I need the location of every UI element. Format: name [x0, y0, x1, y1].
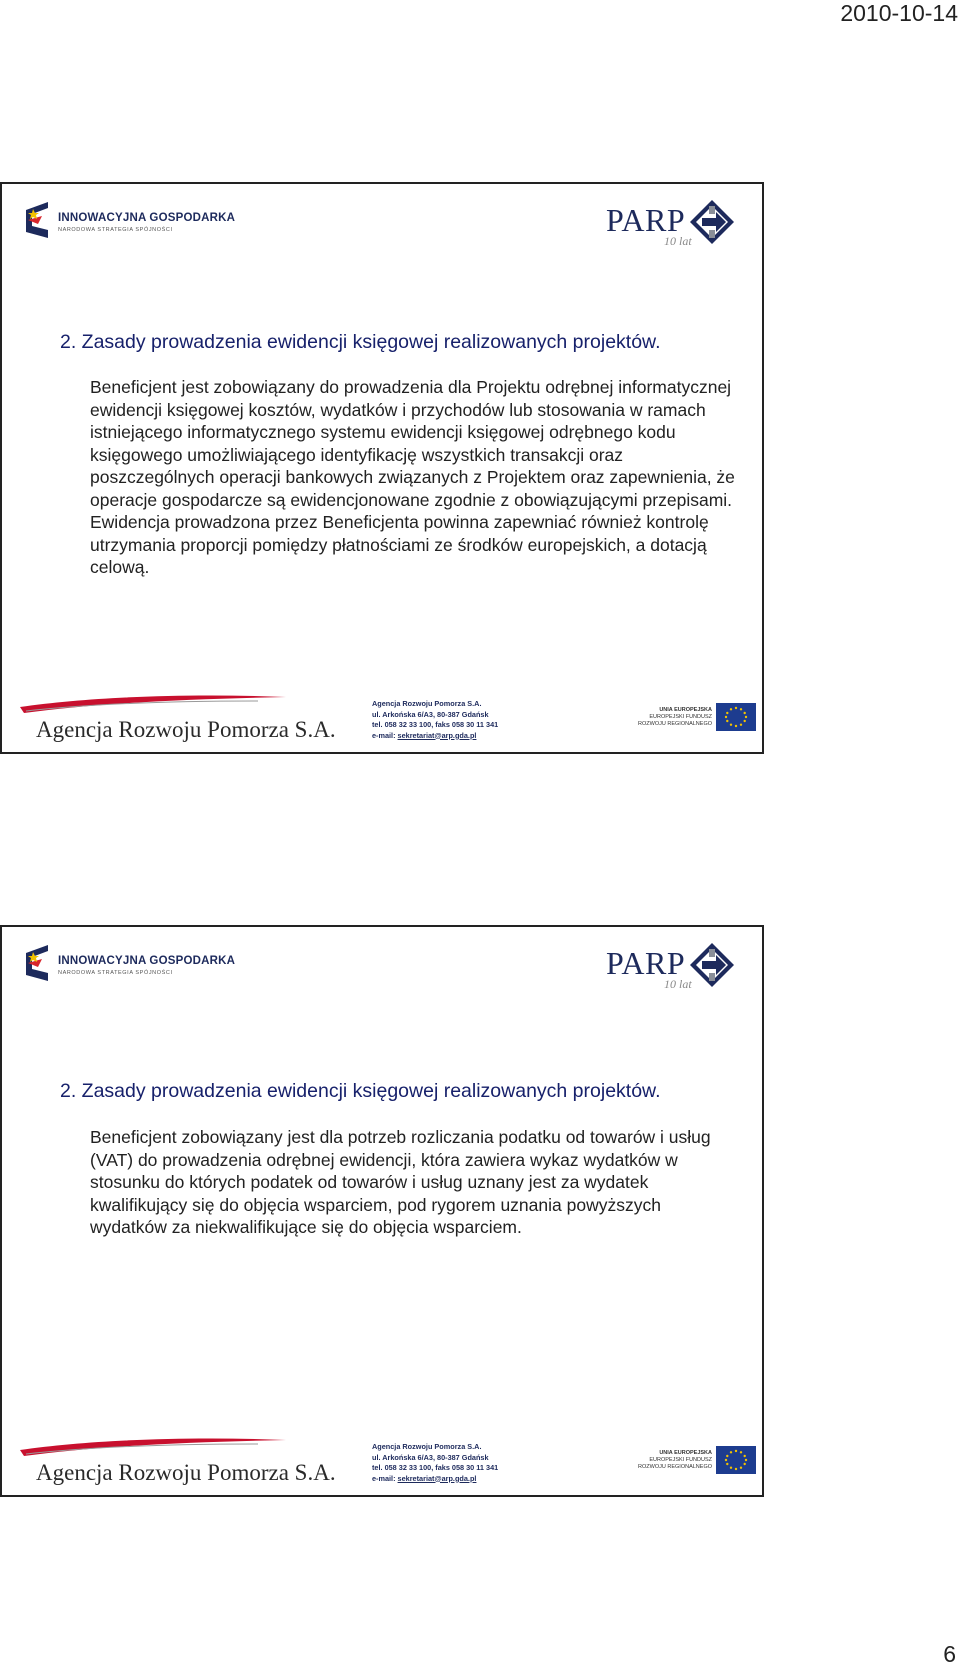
parp-arrows-icon	[688, 941, 736, 989]
page-date: 2010-10-14	[840, 0, 958, 26]
contact-block	[372, 699, 498, 741]
slide-heading: 2. Zasady prowadzenia ewidencji księgowej realizowanych projektów.	[60, 331, 661, 353]
eu-fund-region: ROZWOJU REGIONALNEGO	[638, 1464, 712, 1470]
innowacyjna-gospodarka-subtitle: NARODOWA STRATEGIA SPÓJNOŚCI	[58, 227, 173, 233]
eu-title: UNIA EUROPEJSKA	[659, 1450, 712, 1456]
contact-email-row	[372, 1474, 498, 1485]
arp-swoosh-icon	[18, 1432, 288, 1462]
parp-title: PARP	[606, 945, 686, 981]
contact-block	[372, 1442, 498, 1484]
page-number: 6	[943, 1641, 956, 1667]
arp-name: Agencja Rozwoju Pomorza S.A.	[36, 717, 336, 742]
parp-logo	[604, 194, 754, 254]
innowacyjna-gospodarka-emblem-icon	[24, 943, 54, 983]
slide-1	[0, 182, 764, 754]
arp-logo	[18, 1432, 336, 1492]
eu-fund: EUROPEJSKI FUNDUSZ	[649, 1457, 712, 1463]
slide-paragraph: Ewidencja prowadzona przez Beneficjenta powinna zapewniać również kontrolę utrzymania proporcji pomiędzy płatnościami ze środków europejskich, a dotacją celową.	[90, 512, 709, 577]
eu-text	[638, 707, 712, 728]
contact-address: ul. Arkońska 6/A3, 80-387 Gdańsk	[372, 709, 489, 719]
contact-email-label: e-mail:	[372, 730, 398, 740]
arp-swoosh-icon	[18, 689, 288, 719]
arp-logo	[18, 689, 336, 749]
eu-text	[638, 1450, 712, 1471]
slide-paragraph: Beneficjent jest zobowiązany do prowadzenia dla Projektu odrębnej informatycznej ewidencji księgowej kosztów, wydatków i przychodów lub stosowania w ramach istniejącego informatycznego systemu ewidencji księgowej odrębnego kodu księgowego umożliwiającego identyfikację wszystkich transakcji oraz poszczególnych operacji bankowych związanych z Projektem oraz zapewnienia, że operacje gospodarcze są ewidencjonowane zgodnie z obowiązującymi przepisami.	[90, 377, 735, 510]
contact-email-label: e-mail:	[372, 1473, 398, 1483]
contact-email-link[interactable]: sekretariat@arp.gda.pl	[397, 730, 477, 740]
contact-phone: tel. 058 32 33 100, faks 058 30 11 341	[372, 720, 499, 729]
eu-logo	[618, 1446, 760, 1476]
innowacyjna-gospodarka-title: INNOWACYJNA GOSPODARKA	[58, 212, 236, 224]
arp-name: Agencja Rozwoju Pomorza S.A.	[36, 1460, 336, 1485]
parp-logo	[604, 937, 754, 997]
slide-2	[0, 925, 764, 1497]
eu-fund: EUROPEJSKI FUNDUSZ	[649, 714, 712, 720]
contact-phone: tel. 058 32 33 100, faks 058 30 11 341	[372, 1463, 499, 1472]
eu-flag-icon	[716, 703, 756, 731]
parp-arrows-icon	[688, 198, 736, 246]
innowacyjna-gospodarka-logo	[24, 200, 236, 240]
eu-logo	[618, 703, 760, 733]
eu-title: UNIA EUROPEJSKA	[659, 707, 712, 713]
contact-company: Agencja Rozwoju Pomorza S.A.	[372, 699, 482, 708]
parp-subtitle: 10 lat	[664, 234, 692, 248]
contact-address: ul. Arkońska 6/A3, 80-387 Gdańsk	[372, 1452, 489, 1462]
eu-flag-icon	[716, 1446, 756, 1474]
parp-subtitle: 10 lat	[664, 977, 692, 991]
innowacyjna-gospodarka-emblem-icon	[24, 200, 54, 240]
slide-heading: 2. Zasady prowadzenia ewidencji księgowej realizowanych projektów.	[60, 1080, 661, 1102]
innowacyjna-gospodarka-logo	[24, 943, 236, 983]
innowacyjna-gospodarka-subtitle: NARODOWA STRATEGIA SPÓJNOŚCI	[58, 970, 173, 976]
contact-email-link[interactable]: sekretariat@arp.gda.pl	[397, 1473, 477, 1483]
slide-body	[90, 1126, 740, 1239]
slide-body	[90, 376, 740, 579]
parp-title: PARP	[606, 202, 686, 238]
innowacyjna-gospodarka-title: INNOWACYJNA GOSPODARKA	[58, 955, 236, 967]
eu-fund-region: ROZWOJU REGIONALNEGO	[638, 721, 712, 727]
contact-company: Agencja Rozwoju Pomorza S.A.	[372, 1442, 482, 1451]
slide-paragraph: Beneficjent zobowiązany jest dla potrzeb rozliczania podatku od towarów i usług (VAT) do prowadzenia odrębnej ewidencji, która zawiera wykaz wydatków w stosunku do których podatek od towarów i usług uznany jest za wydatek kwalifikujący się do objęcia wsparciem, pod rygorem uznania powyższych wydatków za niekwalifikujące się do objęcia wsparciem.	[90, 1127, 711, 1237]
contact-email-row	[372, 731, 498, 742]
